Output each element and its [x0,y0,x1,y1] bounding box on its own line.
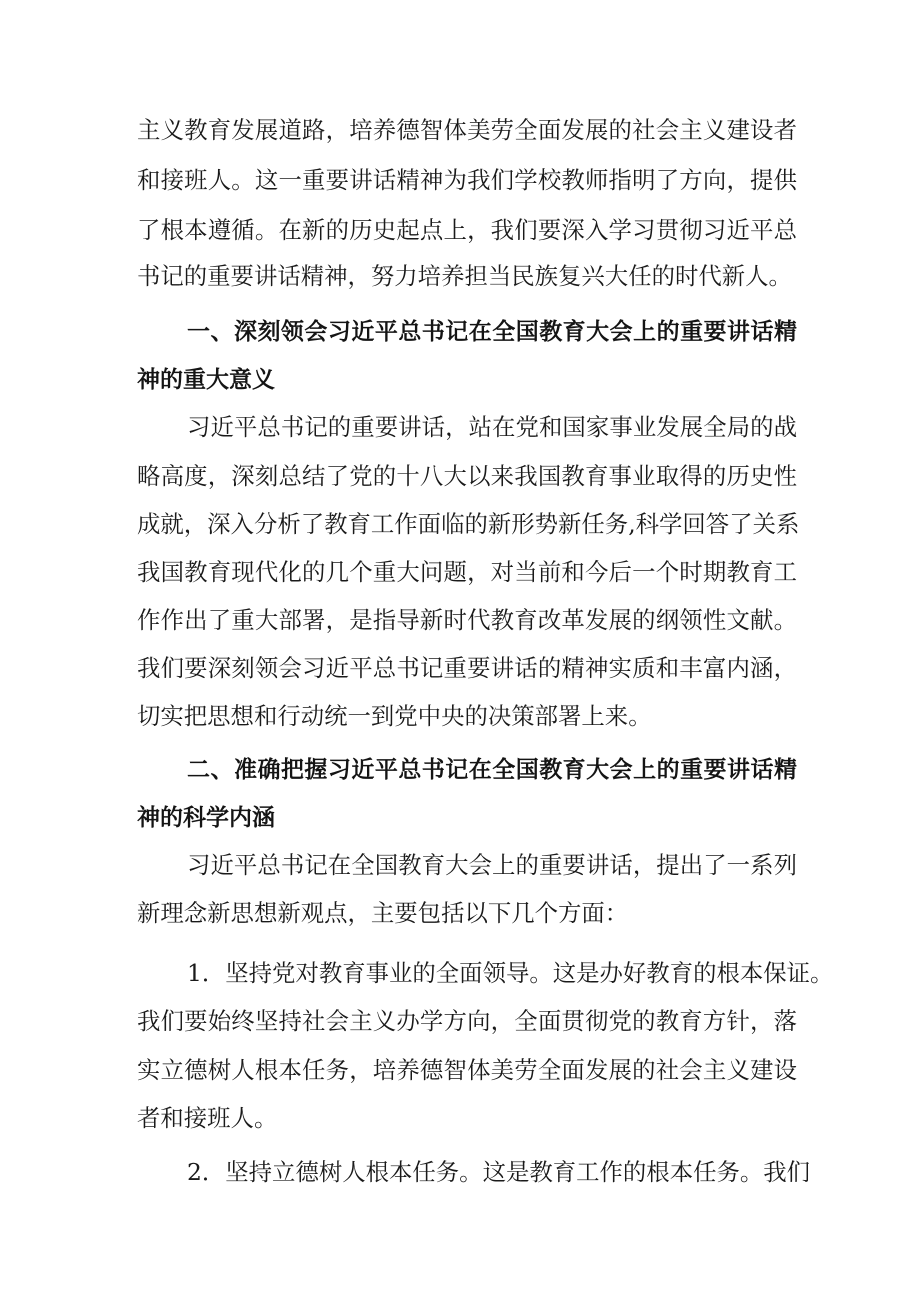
section-heading-1-cont: 神的重大意义 [137,367,275,393]
paragraph-line: 新理念新思想新观点，主要包括以下几个方面： [137,899,629,927]
paragraph-line: 我们要始终坚持社会主义办学方向，全面贯彻党的教育方针，落 [137,1007,797,1035]
paragraph-line: 我国教育现代化的几个重大问题，对当前和今后一个时期教育工 [137,558,797,586]
paragraph-line: 书记的重要讲话精神，努力培养担当民族复兴大任的时代新人。 [137,262,792,290]
paragraph-line: 了根本遵循。在新的历史起点上，我们要深入学习贯彻习近平总 [137,216,797,244]
paragraph-line: 主义教育发展道路，培养德智体美劳全面发展的社会主义建设者 [137,116,797,144]
paragraph-line: 者和接班人。 [137,1104,278,1132]
list-item-2: 2．坚持立德树人根本任务。这是教育工作的根本任务。我们 [187,1158,811,1186]
paragraph-line: 切实把思想和行动统一到党中央的决策部署上来。 [137,702,652,730]
paragraph-line: 和接班人。这一重要讲话精神为我们学校教师指明了方向，提供 [137,166,797,194]
section-heading-1: 一、深刻领会习近平总书记在全国教育大会上的重要讲话精 [187,319,797,345]
list-item-1: 1．坚持党对教育事业的全面领导。这是办好教育的根本保证。 [187,959,834,987]
section-heading-2-cont: 神的科学内涵 [137,805,275,831]
paragraph-line: 我们要深刻领会习近平总书记重要讲话的精神实质和丰富内涵， [137,654,797,682]
paragraph-line: 实立德树人根本任务，培养德智体美劳全面发展的社会主义建设 [137,1056,797,1084]
paragraph-line: 作作出了重大部署，是指导新时代教育改革发展的纲领性文献。 [137,606,797,634]
paragraph-line: 成就，深入分析了教育工作面临的新形势新任务,科学回答了关系 [137,510,800,538]
section-heading-2: 二、准确把握习近平总书记在全国教育大会上的重要讲话精 [187,757,797,783]
paragraph-line: 习近平总书记在全国教育大会上的重要讲话，提出了一系列 [187,851,797,879]
paragraph-line: 略高度，深刻总结了党的十八大以来我国教育事业取得的历史性 [137,462,797,490]
paragraph-line: 习近平总书记的重要讲话，站在党和国家事业发展全局的战 [187,413,797,441]
